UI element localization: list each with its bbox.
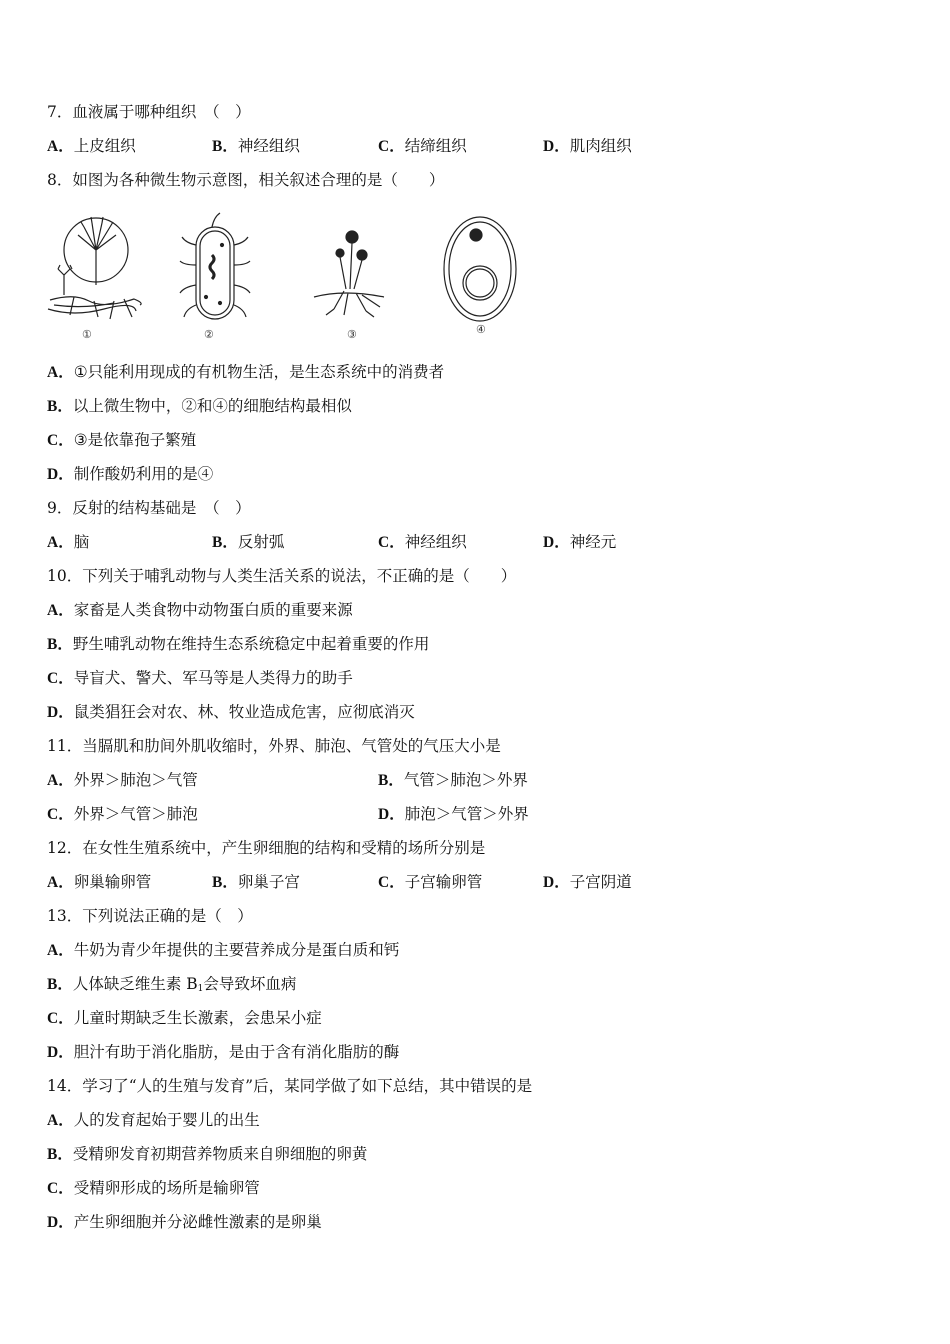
option-label: C． [47,1180,74,1197]
figure-label-4: ④ [476,323,486,336]
option-text: 子宫阴道 [569,873,632,891]
option-label: B． [378,772,404,789]
option-text: 神经元 [569,533,617,551]
option-text: 鼠类猖狂会对农、林、牧业造成危害，应彻底消灭 [73,703,415,721]
q9-option-c[interactable] [378,532,467,553]
option-label: C． [47,1010,74,1027]
mold-illustration [48,217,141,319]
option-text: 卵巢输卵管 [73,873,152,891]
q9-option-b[interactable] [212,532,284,553]
option-label: A． [47,772,74,789]
q8-option-b[interactable] [47,396,352,417]
option-label: B． [47,398,73,415]
q11-stem: 11．当膈肌和肋间外肌收缩时，外界、肺泡、气管处的气压大小是 [47,737,501,755]
option-label: C． [47,432,74,449]
option-text: 卵巢子宫 [237,873,300,891]
q13-stem: 13．下列说法正确的是（ ） [47,907,253,925]
option-text: 野生哺乳动物在维持生态系统稳定中起着重要的作用 [72,635,430,653]
option-text: 受精卵形成的场所是输卵管 [73,1179,260,1197]
q7-option-c[interactable] [378,136,467,157]
option-label: A． [47,534,74,551]
option-label: A． [47,1112,74,1129]
q11-option-b[interactable] [378,770,528,791]
q12-option-c[interactable] [378,872,482,893]
option-label: B． [47,636,73,653]
q14-stem: 14．学习了“人的生殖与发育”后，某同学做了如下总结，其中错误的是 [47,1077,533,1095]
option-text: 胆汁有助于消化脂肪，是由于含有消化脂肪的酶 [73,1043,400,1061]
microorganism-figure [44,205,534,345]
option-text: 肺泡＞气管＞外界 [404,805,529,823]
q7-stem: 7．血液属于哪种组织 （ ） [47,103,251,121]
option-text: 脑 [73,533,90,551]
q13-option-c[interactable] [47,1008,322,1029]
option-text: 人体缺乏维生素 B [72,975,198,993]
option-label: D． [47,1044,74,1061]
option-text: 神经组织 [404,533,467,551]
q10-option-c[interactable] [47,668,353,689]
q8-option-c[interactable] [47,430,196,451]
option-text: 制作酸奶利用的是④ [73,465,214,483]
option-label: A． [47,942,74,959]
yeast-illustration [444,217,516,321]
option-label: D． [47,466,74,483]
q12-option-d[interactable] [543,872,632,893]
option-text: 神经组织 [237,137,300,155]
option-text: 家畜是人类食物中动物蛋白质的重要来源 [73,601,353,619]
option-label: B． [212,534,238,551]
q8-stem: 8．如图为各种微生物示意图，相关叙述合理的是（ ） [47,171,445,189]
figure-label-2: ② [204,328,214,341]
q10-option-b[interactable] [47,634,429,655]
option-label: C． [378,138,405,155]
option-text: 气管＞肺泡＞外界 [403,771,528,789]
option-text: 上皮组织 [73,137,136,155]
option-text: 反射弧 [237,533,285,551]
q10-option-a[interactable] [47,600,353,621]
option-text: 外界＞气管＞肺泡 [73,805,198,823]
option-label: A． [47,138,74,155]
q10-stem: 10．下列关于哺乳动物与人类生活关系的说法，不正确的是（ ） [47,567,517,585]
option-text: 牛奶为青少年提供的主要营养成分是蛋白质和钙 [73,941,400,959]
vitamin-subscript: 1 [197,984,204,994]
rhizopus-illustration [314,231,384,317]
option-text-tail: 会导致坏血病 [203,975,297,993]
q11-option-d[interactable] [378,804,529,825]
option-text: ①只能利用现成的有机物生活，是生态系统中的消费者 [73,363,445,381]
option-label: B． [212,138,238,155]
option-label: C． [378,874,405,891]
q13-option-d[interactable] [47,1042,399,1063]
option-text: 肌肉组织 [569,137,632,155]
option-label: D． [47,1214,74,1231]
q10-option-d[interactable] [47,702,415,723]
option-text: 结缔组织 [404,137,467,155]
option-label: A． [47,364,74,381]
figure-label-3: ③ [347,328,357,341]
option-text: 产生卵细胞并分泌雌性激素的是卵巢 [73,1213,322,1231]
q7-option-d[interactable] [543,136,632,157]
option-text: 子宫输卵管 [404,873,483,891]
q8-option-d[interactable] [47,464,213,485]
option-label: D． [543,534,570,551]
q13-option-a[interactable] [47,940,399,961]
option-label: D． [378,806,405,823]
option-label: B． [47,1146,73,1163]
option-label: B． [212,874,238,891]
option-label: B． [47,976,73,993]
q13-option-b[interactable] [47,974,296,999]
option-text: 儿童时期缺乏生长激素，会患呆小症 [73,1009,322,1027]
q12-stem: 12．在女性生殖系统中，产生卵细胞的结构和受精的场所分别是 [47,839,486,857]
option-label: D． [543,874,570,891]
q11-option-c[interactable] [47,804,198,825]
q12-option-a[interactable] [47,872,151,893]
figure-label-1: ① [82,328,92,341]
q8-option-a[interactable] [47,362,444,383]
option-text: 受精卵发育初期营养物质来自卵细胞的卵黄 [72,1145,368,1163]
q7-option-b[interactable] [212,136,300,157]
option-label: D． [47,704,74,721]
q14-option-a[interactable] [47,1110,260,1131]
q12-option-b[interactable] [212,872,300,893]
option-text: 人的发育起始于婴儿的出生 [73,1111,260,1129]
option-text: 以上微生物中，②和④的细胞结构最相似 [72,397,352,415]
option-text: 导盲犬、警犬、军马等是人类得力的助手 [73,669,353,687]
option-label: D． [543,138,570,155]
q14-option-b[interactable] [47,1144,367,1165]
q14-option-c[interactable] [47,1178,260,1199]
q9-option-a[interactable] [47,532,89,553]
q9-stem: 9．反射的结构基础是 （ ） [47,499,251,517]
option-label: A． [47,602,74,619]
option-label: C． [47,670,74,687]
option-text: 外界＞肺泡＞气管 [73,771,198,789]
option-label: C． [47,806,74,823]
q11-option-a[interactable] [47,770,198,791]
option-label: C． [378,534,405,551]
bacterium-illustration [180,213,250,319]
q14-option-d[interactable] [47,1212,322,1233]
option-text: ③是依靠孢子繁殖 [73,431,197,449]
option-label: A． [47,874,74,891]
q7-option-a[interactable] [47,136,136,157]
q9-option-d[interactable] [543,532,616,553]
